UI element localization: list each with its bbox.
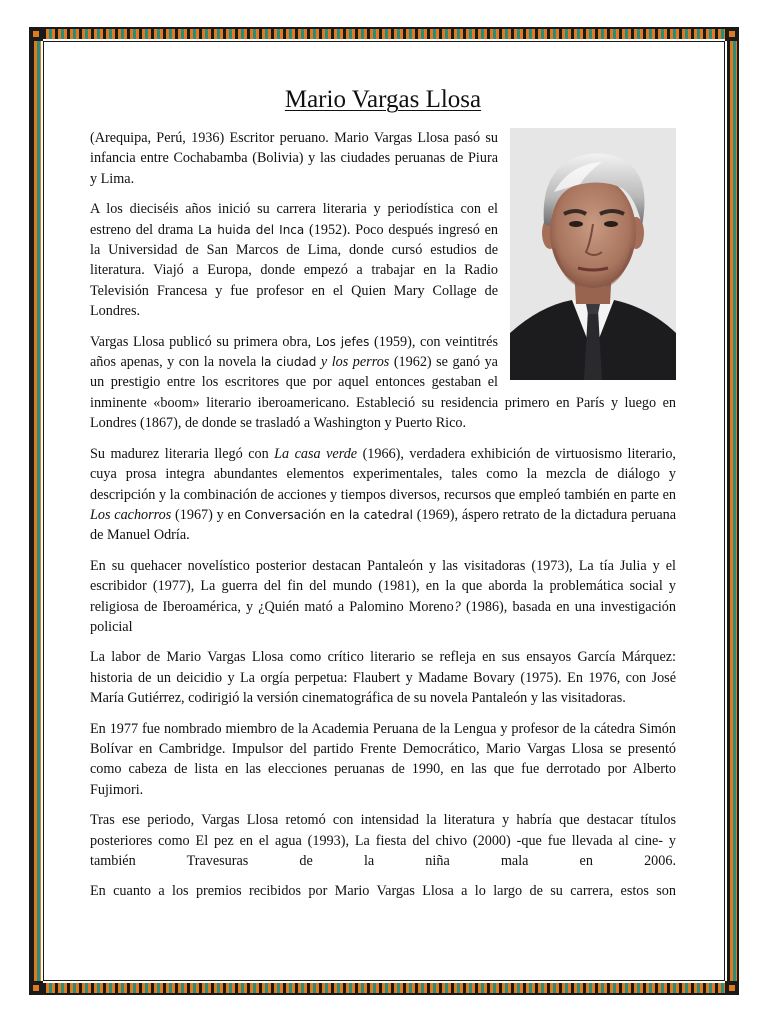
- author-portrait: [510, 128, 676, 380]
- paragraph-intro: (Arequipa, Perú, 1936) Escritor peruano. Mario Vargas Llosa pasó su infancia entre Cochabamba (Bolivia) y las ciudades peruanas de Piura y Lima.: [90, 130, 498, 187]
- book-title: Los jefes: [315, 334, 370, 349]
- paragraph-later-titles: Tras ese periodo, Vargas Llosa retomó con intensidad la literatura y habría que destacar títulos posteriores como El pez en el agua (1993), La fiesta del chivo (2000) -que fue llevada al cine- y también Travesuras de la niña mala en 2006.: [90, 812, 676, 869]
- paragraph-academy-politics: En 1977 fue nombrado miembro de la Academia Peruana de la Lengua y profesor de la cátedra Simón Bolívar en Cambridge. Impulsor del partido Frente Democrático, Mario Vargas Llosa se presentó como cabeza de lista en las elecciones peruanas de 1990, en las que fue derrotado por Alberto Fujimori.: [90, 720, 676, 798]
- text-segment: (1962) se ganó ya un prestigio entre los escritores que por aquel entonces gestaban el inminente «boom» literario iberoamericano. Estableció su residencia primero en París y luego en Londres (1867), de donde se trasladó a Washington y Puerto Rico.: [90, 354, 676, 432]
- text-segment: Vargas Llosa publicó su primera obra,: [90, 333, 316, 350]
- book-title-italic: y los perros: [316, 354, 390, 371]
- border-corner-ornament: [29, 981, 43, 995]
- book-title: Conversación en la catedral: [244, 507, 413, 522]
- text-segment: (1959), con veintitrés años apenas, y con la novela: [90, 333, 498, 371]
- border-corner-ornament: [725, 27, 739, 41]
- paragraph-awards: En cuanto a los premios recibidos por Mario Vargas Llosa a lo largo de su carrera, estos son: [90, 883, 676, 900]
- paragraph-later-novels: [90, 556, 676, 638]
- book-title: La huida del Inca: [198, 222, 305, 237]
- text-segment: A los dieciséis años inició su carrera literaria y periodística con el estreno del drama: [90, 201, 498, 238]
- book-title-italic: La casa verde: [274, 445, 358, 462]
- text-segment: (1969), áspero retrato de la dictadura peruana de Manuel Odría.: [90, 506, 677, 544]
- text-segment: (1986), basada en una investigación policial: [90, 598, 676, 635]
- book-title: ¿Quién mató a Palomino Moreno: [258, 598, 454, 615]
- border-corner-ornament: [725, 981, 739, 995]
- text-segment: (1966), verdadera exhibición de virtuosismo literario, cuya prosa integra abundantes elementos experimentales, tales como la mezcla de diálogo y descripción y la combinación de acciones y tiempos diversos, recursos que empleó también en parte en: [90, 445, 676, 503]
- book-title-italic: Los cachorros: [90, 506, 172, 523]
- paragraph-critic: La labor de Mario Vargas Llosa como crítico literario se refleja en sus ensayos García Márquez: historia de un deicidio y La orgía perpetua: Flaubert y Madame Bovary (1975). En 1976, con José María Gutiérrez, codirigió la versión cinematográfica de su novela Pantaleón y las visitadoras.: [90, 649, 676, 707]
- document-body: [90, 84, 676, 912]
- paragraph-literary-maturity: [90, 444, 676, 546]
- text-segment: En su quehacer novelístico posterior destacan Pantaleón y las visitadoras (1973), La tía Julia y el escribidor (1977), La guerra del fin del mundo (1981), en la que aborda la problemática social y religiosa de Iberoamérica, y: [90, 557, 676, 615]
- text-segment: Su madurez literaria llegó con: [90, 445, 275, 462]
- text-segment: (1952). Poco después ingresó en la Universidad de San Marcos de Lima, donde cursó estudios de literatura. Viajó a Europa, donde empezó a trabajar en la Radio Televisión Francesa y fue profesor en el Quien Mary Collage de Londres.: [90, 221, 498, 320]
- portrait-image: [510, 128, 676, 380]
- book-title: la ciudad: [260, 355, 317, 370]
- text-segment: (1967) y en: [171, 506, 245, 523]
- text-segment: ?: [453, 598, 461, 615]
- border-corner-ornament: [29, 27, 43, 41]
- page-title: Mario Vargas Llosa: [284, 86, 482, 113]
